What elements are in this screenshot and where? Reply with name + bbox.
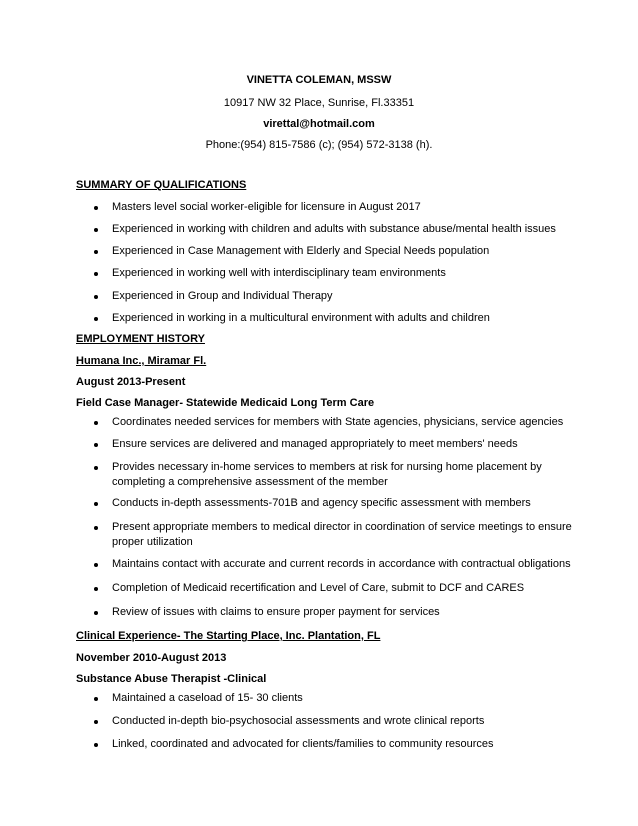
summary-item: Experienced in working in a multicultural environment with adults and children <box>112 312 490 324</box>
employer-name: Clinical Experience- The Starting Place, Inc. Plantation, FL <box>76 630 381 642</box>
summary-heading: SUMMARY OF QUALIFICATIONS <box>76 179 247 191</box>
bullet-icon <box>94 466 98 470</box>
bullet-icon <box>94 272 98 276</box>
bullet-icon <box>94 697 98 701</box>
job-duty: Maintained a caseload of 15- 30 clients <box>112 692 303 704</box>
job-duty: Conducts in-depth assessments-701B and agency specific assessment with members <box>112 497 531 509</box>
bullet-icon <box>94 587 98 591</box>
job-dates: August 2013-Present <box>76 376 186 388</box>
bullet-icon <box>94 611 98 615</box>
bullet-icon <box>94 250 98 254</box>
job-duty: Present appropriate members to medical director in coordination of service meetings to ensure proper utilization <box>112 521 572 548</box>
job-duty: Provides necessary in-home services to members at risk for nursing home placement by completing a comprehensive assessment of the member <box>112 461 542 488</box>
summary-item: Experienced in Case Management with Elderly and Special Needs population <box>112 245 490 257</box>
bullet-icon <box>94 526 98 530</box>
candidate-email: virettal@hotmail.com <box>263 118 375 130</box>
employer-name: Humana Inc., Miramar Fl. <box>76 355 207 367</box>
job-duty: Maintains contact with accurate and current records in accordance with contractual obligations <box>112 558 571 570</box>
bullet-icon <box>94 317 98 321</box>
candidate-address: 10917 NW 32 Place, Sunrise, Fl.33351 <box>223 97 415 109</box>
bullet-icon <box>94 295 98 299</box>
summary-item: Experienced in working with children and adults with substance abuse/mental health issues <box>112 223 556 235</box>
employment-heading: EMPLOYMENT HISTORY <box>76 333 205 345</box>
bullet-icon <box>94 720 98 724</box>
job-duty: Coordinates needed services for members with State agencies, physicians, service agencies <box>112 416 564 428</box>
candidate-name: VINETTA COLEMAN, MSSW <box>246 74 392 86</box>
summary-item: Experienced in Group and Individual Therapy <box>112 290 333 302</box>
job-duty: Review of issues with claims to ensure proper payment for services <box>112 606 440 618</box>
bullet-icon <box>94 421 98 425</box>
bullet-icon <box>94 206 98 210</box>
summary-item: Masters level social worker-eligible for licensure in August 2017 <box>112 201 421 213</box>
bullet-icon <box>94 443 98 447</box>
job-duty: Completion of Medicaid recertification and Level of Care, submit to DCF and CARES <box>112 582 525 594</box>
bullet-icon <box>94 228 98 232</box>
bullet-icon <box>94 743 98 747</box>
job-title: Substance Abuse Therapist -Clinical <box>76 673 267 685</box>
job-duty: Ensure services are delivered and managed appropriately to meet members' needs <box>112 438 518 450</box>
job-duty: Conducted in-depth bio-psychosocial assessments and wrote clinical reports <box>112 715 485 727</box>
summary-item: Experienced in working well with interdisciplinary team environments <box>112 267 446 279</box>
job-duty: Linked, coordinated and advocated for clients/families to community resources <box>112 738 494 750</box>
job-title: Field Case Manager- Statewide Medicaid Long Term Care <box>76 397 375 409</box>
bullet-icon <box>94 502 98 506</box>
job-dates: November 2010-August 2013 <box>76 652 227 664</box>
bullet-icon <box>94 563 98 567</box>
candidate-phone: Phone:(954) 815-7586 (c); (954) 572-3138 (h). <box>205 139 433 151</box>
